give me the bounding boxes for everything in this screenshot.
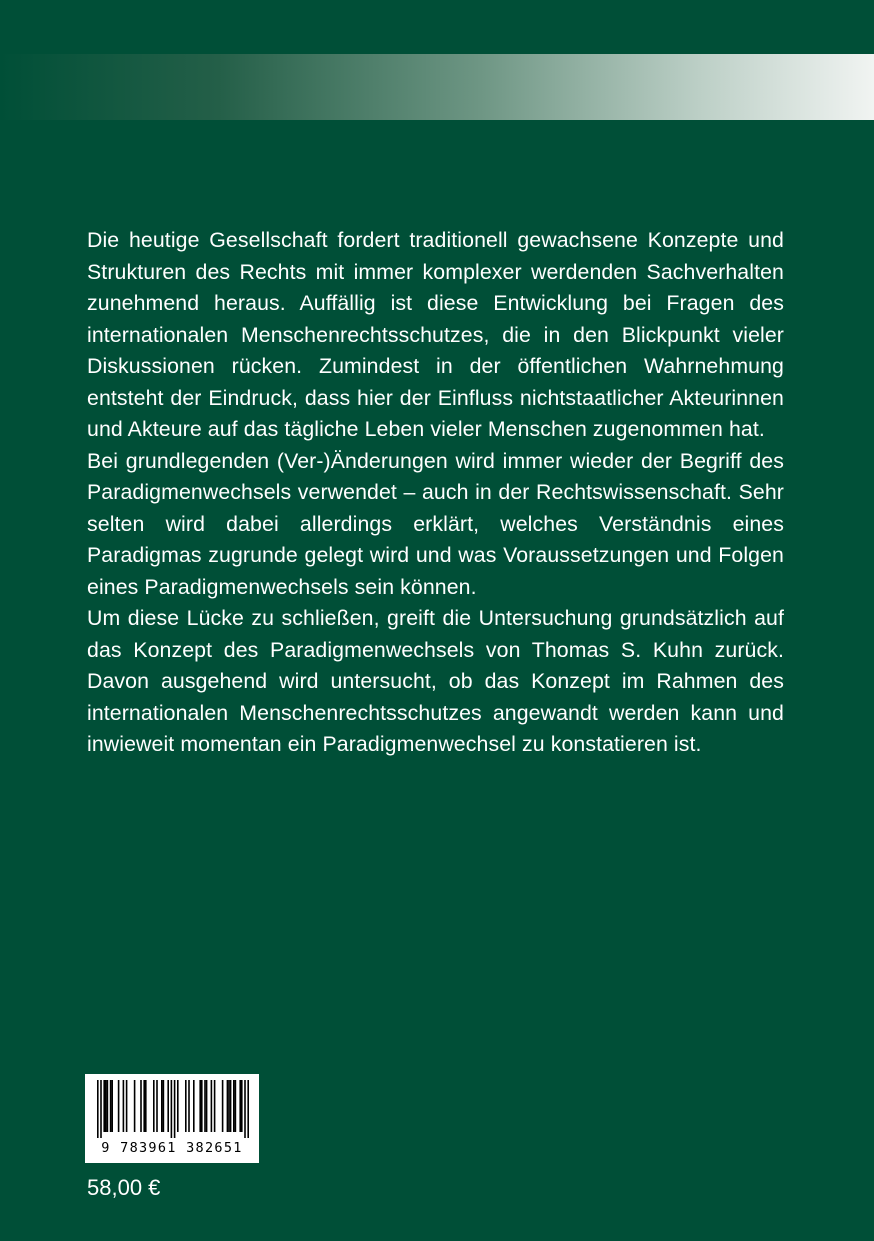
barcode-bar <box>227 1080 229 1132</box>
decorative-gradient-band <box>0 54 874 120</box>
barcode-bar <box>167 1080 169 1132</box>
barcode-bar <box>199 1080 201 1132</box>
barcode-bar <box>161 1080 163 1132</box>
barcode-bar <box>239 1080 241 1132</box>
barcode-bar <box>206 1080 208 1132</box>
barcode-bar <box>241 1080 243 1132</box>
barcode-bar <box>97 1080 99 1138</box>
barcode-bar <box>235 1080 237 1132</box>
barcode-bar <box>204 1080 206 1132</box>
price-label: 58,00 € <box>87 1175 161 1200</box>
barcode-bar <box>174 1080 176 1138</box>
barcode-bar <box>100 1080 102 1138</box>
barcode-bar <box>103 1080 105 1132</box>
barcode-bar <box>188 1080 190 1132</box>
barcode-bars <box>89 1080 255 1140</box>
barcode-bar <box>145 1080 147 1132</box>
barcode-bar <box>193 1080 195 1132</box>
barcode-bar <box>107 1080 109 1132</box>
barcode-bar <box>233 1080 235 1132</box>
blurb-paragraph-1: Die heutige Gesellschaft fordert traditionell gewachsene Konzepte und Strukturen des Rechts mit immer komplexer werdenden Sachverhalten zunehmend heraus. Auffällig ist diese Entwicklung bei Fragen des internationalen Menschenrechtsschutzes, die in den Blickpunkt vieler Diskussionen rücken. Zumindest in der öffentlichen Wahrnehmung entsteht der Eindruck, dass hier der Einfluss nichtstaatlicher Akteurinnen und Akteure auf das tägliche Leben vieler Menschen zugenommen hat. <box>87 228 784 441</box>
barcode-bar <box>143 1080 145 1132</box>
barcode-bar <box>201 1080 203 1132</box>
isbn-number: 9 783961 382651 <box>101 1140 243 1156</box>
barcode-bar <box>156 1080 158 1132</box>
barcode-bar <box>111 1080 113 1132</box>
barcode-bar <box>247 1080 249 1138</box>
blurb-paragraph-2: Bei grundlegenden (Ver-)Änderungen wird immer wieder der Begriff des Paradigmenwechsels verwendet – auch in der Rechtswissenschaft. Sehr selten wird dabei allerdings erklärt, welches Verständnis eines Paradigmas zugrunde gelegt wird und was Voraussetzungen und Folgen eines Paradigmenwechsels sein können. <box>87 448 784 599</box>
barcode-bar <box>185 1080 187 1132</box>
barcode-bar <box>140 1080 142 1132</box>
barcode-bar <box>244 1080 246 1138</box>
barcode-bar <box>126 1080 128 1132</box>
barcode-bar <box>222 1080 224 1132</box>
barcode-bar <box>123 1080 125 1132</box>
barcode-bar <box>214 1080 216 1132</box>
back-cover-blurb <box>87 225 784 761</box>
barcode-bar <box>171 1080 173 1138</box>
barcode-bar <box>153 1080 155 1132</box>
barcode-bar <box>105 1080 107 1132</box>
barcode-bar <box>177 1080 179 1132</box>
barcode-bar <box>211 1080 213 1132</box>
blurb-paragraph-3: Um diese Lücke zu schließen, greift die Untersuchung grundsätzlich auf das Konzept des Paradigmenwechsels von Thomas S. Kuhn zurück. Davon ausgehend wird untersucht, ob das Konzept im Rahmen des internationalen Menschenrechtsschutzes angewandt werden kann und inwieweit momentan ein Paradigmenwechsel zu konstatieren ist. <box>87 606 784 756</box>
barcode-bar <box>110 1080 112 1132</box>
barcode-bar <box>134 1080 136 1132</box>
barcode-bar <box>163 1080 165 1132</box>
barcode-bar <box>230 1080 232 1132</box>
barcode-bar <box>118 1080 120 1132</box>
isbn-barcode <box>85 1074 259 1163</box>
barcode-bar <box>228 1080 230 1132</box>
